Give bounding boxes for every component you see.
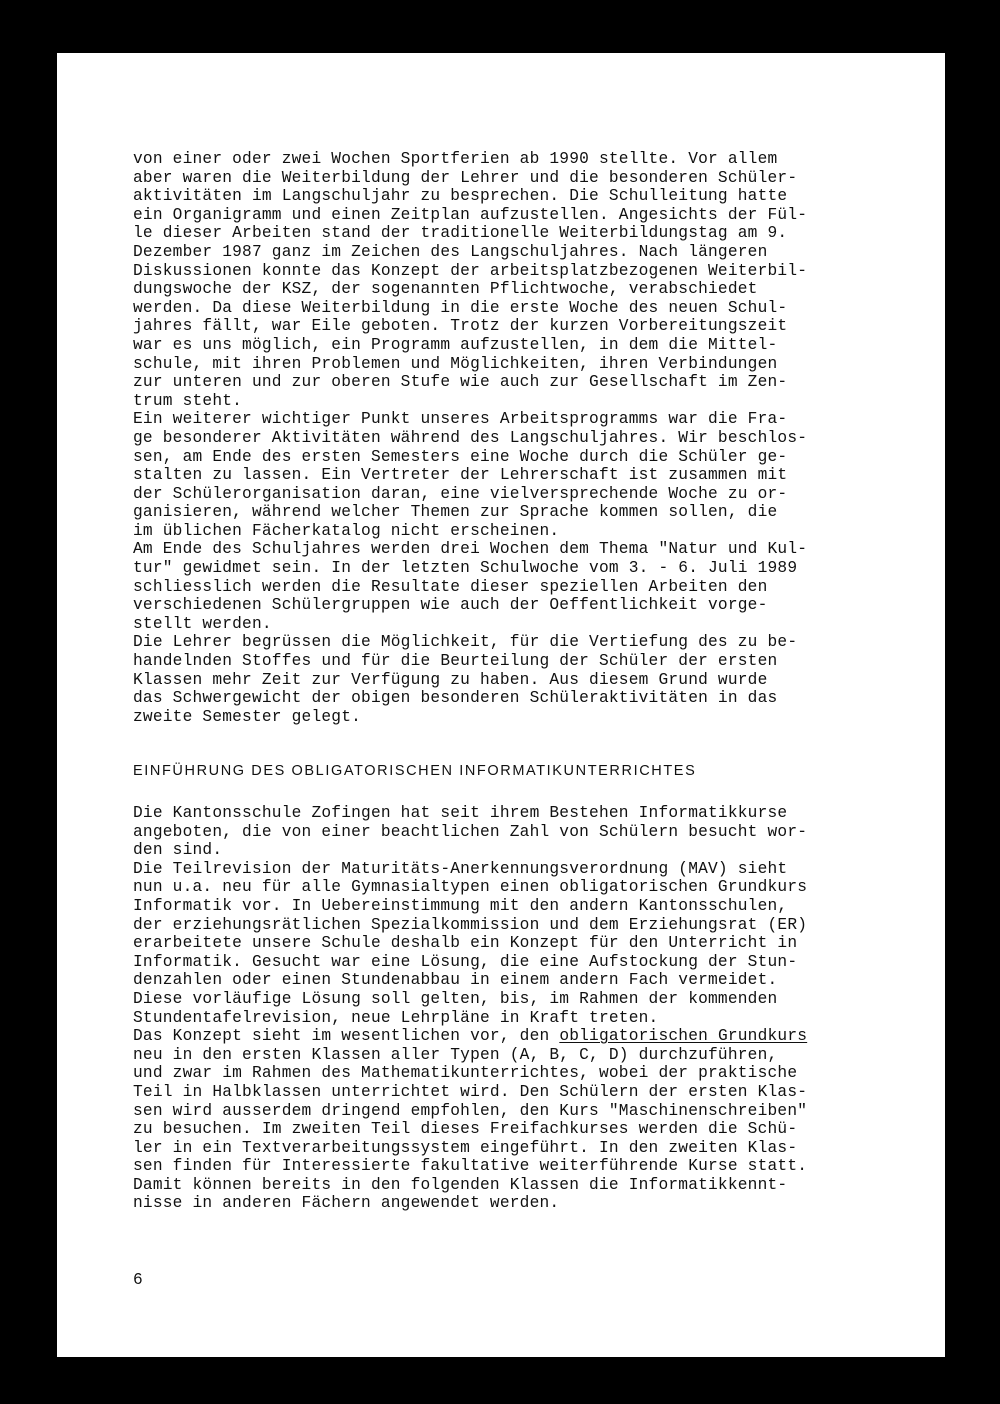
text-line: Dezember 1987 ganz im Zeichen des Langschuljahres. Nach längeren [133, 242, 768, 261]
text-line: zur unteren und zur oberen Stufe wie auch zur Gesellschaft im Zen- [133, 373, 788, 392]
text-line: stalten zu lassen. Ein Vertreter der Lehrerschaft ist zusammen mit [133, 466, 788, 485]
text-line-prefix: Das Konzept sieht im wesentlichen vor, den [133, 1027, 560, 1046]
text-line: trum steht. [133, 391, 243, 410]
text-line: le dieser Arbeiten stand der traditionelle Weiterbildungstag am 9. [133, 224, 788, 243]
page-number: 6 [133, 1271, 143, 1289]
text-line: sen wird ausserdem dringend empfohlen, den Kurs "Maschinenschreiben" [133, 1101, 808, 1120]
text-line: tur" gewidmet sein. In der letzten Schulwoche vom 3. - 6. Juli 1989 [133, 559, 798, 578]
text-line: ge besonderer Aktivitäten während des Langschuljahres. Wir beschlos- [133, 428, 808, 447]
text-line: Klassen mehr Zeit zur Verfügung zu haben. Aus diesem Grund wurde [133, 670, 768, 689]
text-line: sen finden für Interessierte fakultative weiterführende Kurse statt. [133, 1157, 808, 1176]
underlined-term: obligatorischen Grundkurs [559, 1027, 808, 1046]
text-line: schliesslich werden die Resultate dieser speziellen Arbeiten den [133, 577, 768, 596]
text-line: stellt werden. [133, 614, 272, 633]
text-line: jahres fällt, war Eile geboten. Trotz der kurzen Vorbereitungszeit [133, 317, 788, 336]
text-line: nun u.a. neu für alle Gymnasialtypen einen obligatorischen Grundkurs [133, 878, 808, 897]
document-body [133, 150, 903, 1213]
text-line: Teil in Halbklassen unterrichtet wird. Den Schülern der ersten Klas- [133, 1082, 808, 1101]
text-line: Die Lehrer begrüssen die Möglichkeit, für die Vertiefung des zu be- [133, 633, 798, 652]
text-line: das Schwergewicht der obigen besonderen Schüleraktivitäten in das [133, 689, 778, 708]
text-line: zu besuchen. Im zweiten Teil dieses Freifachkurses werden die Schü- [133, 1120, 798, 1139]
section-langschuljahr [133, 150, 903, 726]
text-line: ler in ein Textverarbeitungssystem eingeführt. In den zweiten Klas- [133, 1138, 798, 1157]
text-line: angeboten, die von einer beachtlichen Zahl von Schülern besucht wor- [133, 822, 808, 841]
text-line: Damit können bereits in den folgenden Klassen die Informatikkennt- [133, 1175, 788, 1194]
text-line: ein Organigramm und einen Zeitplan aufzustellen. Angesichts der Fül- [133, 205, 808, 224]
text-line: Diskussionen konnte das Konzept der arbeitsplatzbezogenen Weiterbil- [133, 261, 808, 280]
text-line: der Schülerorganisation daran, eine vielversprechende Woche zu or- [133, 484, 788, 503]
text-line: schule, mit ihren Problemen und Möglichkeiten, ihren Verbindungen [133, 354, 778, 373]
text-line: aktivitäten im Langschuljahr zu besprechen. Die Schulleitung hatte [133, 187, 788, 206]
section-heading: EINFÜHRUNG DES OBLIGATORISCHEN INFORMATIKUNTERRICHTES [133, 763, 697, 780]
heading-spacer [133, 781, 903, 804]
text-line: aber waren die Weiterbildung der Lehrer und die besonderen Schüler- [133, 168, 798, 187]
text-line: und zwar im Rahmen des Mathematikunterrichtes, wobei der praktische [133, 1064, 798, 1083]
text-line: sen, am Ende des ersten Semesters eine Woche durch die Schüler ge- [133, 447, 788, 466]
text-line: von einer oder zwei Wochen Sportferien ab 1990 stellte. Vor allem [133, 150, 778, 168]
text-line: im üblichen Fächerkatalog nicht erscheinen. [133, 521, 560, 540]
text-line: Informatik vor. In Uebereinstimmung mit den andern Kantonsschulen, [133, 896, 788, 915]
section-spacer [133, 726, 903, 762]
text-line: den sind. [133, 841, 223, 860]
text-line: dungswoche der KSZ, der sogenannten Pflichtwoche, verabschiedet [133, 280, 758, 299]
text-line: der erziehungsrätlichen Spezialkommission und dem Erziehungsrat (ER) [133, 915, 808, 934]
text-line: Diese vorläufige Lösung soll gelten, bis, im Rahmen der kommenden [133, 989, 778, 1008]
text-line: ganisieren, während welcher Themen zur Sprache kommen sollen, die [133, 503, 778, 522]
text-line: verschiedenen Schülergruppen wie auch der Oeffentlichkeit vorge- [133, 596, 768, 615]
text-line: Am Ende des Schuljahres werden drei Wochen dem Thema "Natur und Kul- [133, 540, 808, 559]
text-line: erarbeitete unsere Schule deshalb ein Konzept für den Unterricht in [133, 934, 798, 953]
section-informatik [133, 804, 903, 1213]
text-line: zweite Semester gelegt. [133, 707, 362, 726]
text-line: nisse in anderen Fächern angewendet werden. [133, 1194, 560, 1213]
text-line-with-underline [133, 1027, 903, 1046]
text-line: neu in den ersten Klassen aller Typen (A, B, C, D) durchzuführen, [133, 1045, 778, 1064]
text-line: denzahlen oder einen Stundenabbau in einem andern Fach vermeidet. [133, 971, 778, 990]
text-line: handelnden Stoffes und für die Beurteilung der Schüler der ersten [133, 652, 778, 671]
text-line: Die Kantonsschule Zofingen hat seit ihrem Bestehen Informatikkurse [133, 804, 788, 822]
text-line: werden. Da diese Weiterbildung in die erste Woche des neuen Schul- [133, 298, 788, 317]
text-line: Die Teilrevision der Maturitäts-Anerkennungsverordnung (MAV) sieht [133, 859, 788, 878]
text-line: Informatik. Gesucht war eine Lösung, die eine Aufstockung der Stun- [133, 952, 798, 971]
text-line: war es uns möglich, ein Programm aufzustellen, in dem die Mittel- [133, 335, 778, 354]
text-line: Stundentafelrevision, neue Lehrpläne in Kraft treten. [133, 1008, 659, 1027]
text-line: Ein weiterer wichtiger Punkt unseres Arbeitsprogramms war die Fra- [133, 410, 788, 429]
